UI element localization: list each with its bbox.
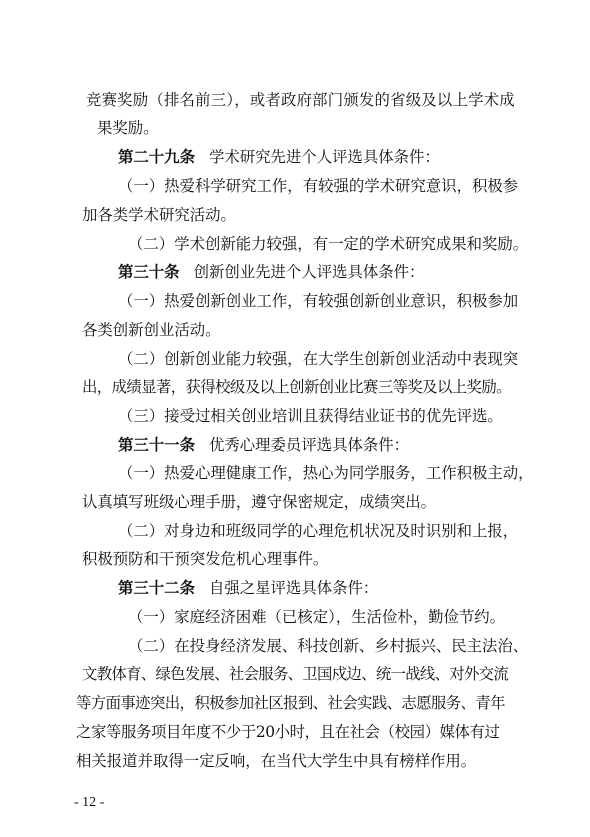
article-30 bbox=[118, 262, 424, 282]
article-title: 优秀心理委员评选具体条件： bbox=[208, 436, 410, 454]
article-heading: 第三十条 bbox=[118, 263, 180, 281]
body-line: （二）在投身经济发展、科技创新、乡村振兴、民主法治、 bbox=[128, 637, 529, 655]
page-number: - 12 - bbox=[74, 795, 105, 810]
body-line: 果奖励。 bbox=[97, 119, 159, 137]
body-line: （一）热爱科学研究工作，有较强的学术研究意识，积极参 bbox=[118, 177, 519, 195]
body-line: 积极预防和干预突发危机心理事件。 bbox=[82, 550, 329, 568]
body-line: 等方面事迹突出，积极参加社区报到、社会实践、志愿服务、青年 bbox=[76, 694, 505, 712]
body-line: （一）热爱心理健康工作，热心为同学服务，工作积极主动， bbox=[118, 464, 534, 482]
body-line: 加各类学术研究活动。 bbox=[82, 206, 236, 224]
body-line: （二）学术创新能力较强，有一定的学术研究成果和奖励。 bbox=[128, 235, 529, 253]
body-line: （一）家庭经济困难（已核定），生活俭朴，勤俭节约。 bbox=[128, 608, 506, 626]
body-line: 各类创新创业活动。 bbox=[82, 321, 221, 339]
article-title: 创新创业先进个人评选具体条件： bbox=[193, 263, 425, 281]
article-title: 自强之星评选具体条件： bbox=[208, 579, 379, 597]
body-line: （一）热爱创新创业工作，有较强创新创业意识，积极参加 bbox=[118, 292, 519, 310]
body-line: （二）对身边和班级同学的心理危机状况及时识别和上报， bbox=[118, 522, 519, 540]
article-32 bbox=[118, 578, 378, 598]
body-line: 认真填写班级心理手册，遵守保密规定，成绩突出。 bbox=[82, 493, 436, 511]
article-title: 学术研究先进个人评选具体条件： bbox=[208, 148, 440, 166]
article-heading: 第三十二条 bbox=[118, 579, 195, 597]
article-29 bbox=[118, 147, 440, 167]
body-line: 相关报道并取得一定反响，在当代大学生中具有榜样作用。 bbox=[76, 752, 477, 770]
article-heading: 第二十九条 bbox=[118, 148, 195, 166]
body-line: 出，成绩显著，获得校级及以上创新创业比赛三等奖及以上奖励。 bbox=[82, 378, 511, 396]
body-line: （二）创新创业能力较强，在大学生创新创业活动中表现突 bbox=[118, 350, 519, 368]
body-line: （三）接受过相关创业培训且获得结业证书的优先评选。 bbox=[118, 407, 503, 425]
body-line: 之家等服务项目年度不少于20小时，且在社会（校园）媒体有过 bbox=[76, 723, 500, 741]
body-line: 文教体育、绿色发展、社会服务、卫国戍边、统一战线、对外交流 bbox=[82, 665, 509, 683]
article-31 bbox=[118, 435, 409, 455]
article-heading: 第三十一条 bbox=[118, 436, 195, 454]
body-line: 竞赛奖励（排名前三），或者政府部门颁发的省级及以上学术成 bbox=[86, 91, 515, 109]
